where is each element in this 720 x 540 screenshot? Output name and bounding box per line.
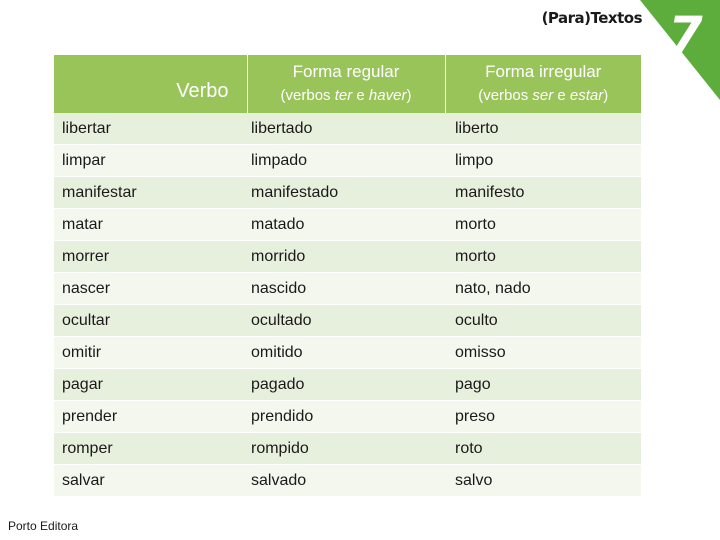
verb-cell: libertar (54, 113, 247, 145)
regular-cell: nascido (247, 273, 445, 305)
header-verb: Verbo (54, 55, 247, 113)
irregular-cell: roto (445, 433, 641, 465)
verb-cell: prender (54, 401, 247, 433)
table-row (54, 113, 641, 145)
participle-table (54, 55, 641, 496)
regular-cell: prendido (247, 401, 445, 433)
verb-cell: limpar (54, 145, 247, 177)
regular-cell: limpado (247, 145, 445, 177)
regular-cell: salvado (247, 465, 445, 497)
irregular-cell: oculto (445, 305, 641, 337)
grade-badge-icon (640, 0, 720, 100)
grade-number: 7 (663, 5, 709, 64)
verb-cell: manifestar (54, 177, 247, 209)
table-header-row (54, 55, 641, 113)
irregular-cell: nato, nado (445, 273, 641, 305)
table-row (54, 145, 641, 177)
brand-logo: (Para)Textos (541, 9, 642, 27)
regular-cell: matado (247, 209, 445, 241)
irregular-cell: limpo (445, 145, 641, 177)
verb-cell: ocultar (54, 305, 247, 337)
verb-cell: omitir (54, 337, 247, 369)
irregular-cell: pago (445, 369, 641, 401)
header-irregular: Forma irregular (verbos ser e estar) (445, 55, 641, 113)
table-row (54, 273, 641, 305)
table-row (54, 305, 641, 337)
publisher-footer: Porto Editora (8, 519, 79, 533)
irregular-cell: morto (445, 241, 641, 273)
verb-cell: nascer (54, 273, 247, 305)
verb-cell: salvar (54, 465, 247, 497)
table-row (54, 241, 641, 273)
header-regular: Forma regular (verbos ter e haver) (247, 55, 445, 113)
regular-cell: morrido (247, 241, 445, 273)
regular-cell: rompido (247, 433, 445, 465)
irregular-cell: liberto (445, 113, 641, 145)
regular-cell: libertado (247, 113, 445, 145)
irregular-cell: manifesto (445, 177, 641, 209)
table-row (54, 369, 641, 401)
verb-cell: matar (54, 209, 247, 241)
irregular-cell: omisso (445, 337, 641, 369)
table-row (54, 433, 641, 465)
regular-cell: pagado (247, 369, 445, 401)
irregular-cell: preso (445, 401, 641, 433)
verb-cell: romper (54, 433, 247, 465)
regular-cell: ocultado (247, 305, 445, 337)
table-row (54, 401, 641, 433)
irregular-cell: morto (445, 209, 641, 241)
regular-cell: manifestado (247, 177, 445, 209)
verb-cell: morrer (54, 241, 247, 273)
table-row (54, 337, 641, 369)
verb-cell: pagar (54, 369, 247, 401)
regular-cell: omitido (247, 337, 445, 369)
table-row (54, 177, 641, 209)
irregular-cell: salvo (445, 465, 641, 497)
table-row (54, 209, 641, 241)
table-row (54, 465, 641, 497)
